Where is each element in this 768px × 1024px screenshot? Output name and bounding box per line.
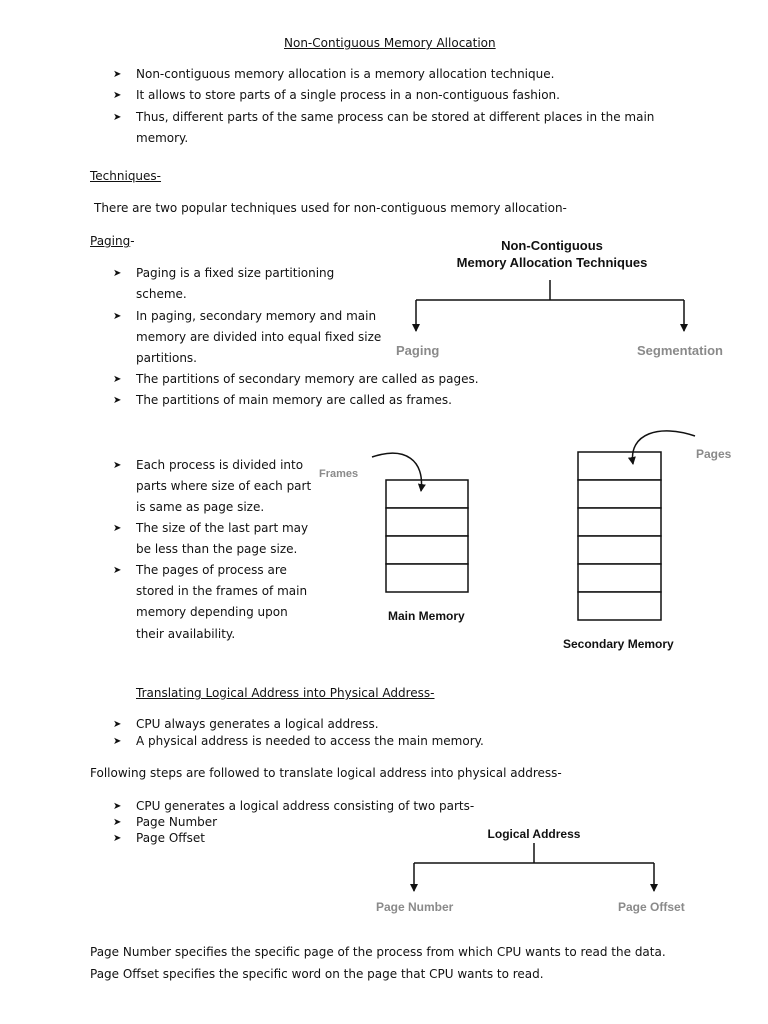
bullet-icon: ➤ — [113, 395, 122, 406]
bullet-icon: ➤ — [113, 719, 122, 730]
process-bullet: The size of the last part may — [136, 521, 309, 535]
intro-bullet: It allows to store parts of a single process in a non-contiguous fashion. — [136, 88, 560, 102]
paging-bullet: The partitions of main memory are called as frames. — [136, 393, 452, 407]
bullet-icon: ➤ — [113, 460, 122, 471]
bullet-icon: ➤ — [113, 523, 122, 534]
bullet-icon: ➤ — [113, 817, 122, 828]
secondary-memory-page — [578, 508, 661, 536]
logical-address-title: Logical Address — [487, 827, 581, 841]
paging-bullet: The partitions of secondary memory are called as pages. — [136, 372, 479, 386]
paging-heading-word: Paging — [90, 234, 131, 248]
main-memory-label: Main Memory — [388, 609, 465, 623]
bullet-icon: ➤ — [113, 268, 122, 279]
paging-heading-suffix: - — [130, 234, 135, 248]
main-memory-frame — [386, 480, 468, 508]
process-bullet-continuation: their availability. — [136, 627, 236, 641]
intro-bullet-continuation: memory. — [136, 131, 189, 145]
process-bullet: Each process is divided into — [136, 458, 304, 472]
process-bullet-continuation: stored in the frames of main — [136, 584, 308, 598]
techniques-diagram-paging: Paging — [396, 343, 440, 358]
pages-label: Pages — [696, 447, 732, 461]
process-bullet-continuation: memory depending upon — [136, 605, 288, 619]
closing-text: Page Offset specifies the specific word on the page that CPU wants to read. — [90, 967, 544, 981]
techniques-tree-connector — [416, 280, 684, 331]
techniques-heading: Techniques- — [90, 169, 162, 183]
bullet-icon: ➤ — [113, 69, 122, 80]
page-number-label: Page Number — [376, 900, 454, 914]
secondary-memory-page — [578, 592, 661, 620]
translate-bullet: CPU always generates a logical address. — [136, 717, 379, 731]
secondary-memory-block — [578, 452, 661, 620]
bullet-icon: ➤ — [113, 112, 122, 123]
process-bullet: The pages of process are — [136, 563, 287, 577]
page-offset-label: Page Offset — [618, 900, 685, 914]
bullet-icon: ➤ — [113, 833, 122, 844]
secondary-memory-page — [578, 480, 661, 508]
translate-bullet: A physical address is needed to access the main memory. — [136, 734, 484, 748]
bullet-icon: ➤ — [113, 736, 122, 747]
closing-text: Page Number specifies the specific page of the process from which CPU wants to read the data. — [90, 945, 666, 959]
techniques-diagram-title-line1: Non-Contiguous — [501, 238, 603, 253]
frames-label: Frames — [319, 468, 359, 480]
paging-bullet-continuation: memory are divided into equal fixed size — [136, 330, 382, 344]
steps-text: Following steps are followed to translate logical address into physical address- — [90, 766, 562, 780]
main-memory-frame — [386, 508, 468, 536]
bullet-icon: ➤ — [113, 801, 122, 812]
main-memory-block — [386, 480, 468, 592]
intro-bullet: Non-contiguous memory allocation is a memory allocation technique. — [136, 67, 555, 81]
techniques-text: There are two popular techniques used for non-contiguous memory allocation- — [94, 201, 567, 215]
intro-bullet: Thus, different parts of the same process can be stored at different places in the main — [136, 110, 655, 124]
secondary-memory-page — [578, 564, 661, 592]
process-bullet-continuation: parts where size of each part — [136, 479, 312, 493]
main-memory-frame — [386, 536, 468, 564]
process-bullet-continuation: is same as page size. — [136, 500, 265, 514]
secondary-memory-page — [578, 452, 661, 480]
bullet-icon: ➤ — [113, 565, 122, 576]
paging-bullet-continuation: scheme. — [136, 287, 187, 301]
page-title: Non-Contiguous Memory Allocation — [284, 36, 496, 50]
paging-bullet: Paging is a fixed size partitioning — [136, 266, 335, 280]
secondary-memory-page — [578, 536, 661, 564]
paging-bullet-continuation: partitions. — [136, 351, 197, 365]
bullet-icon: ➤ — [113, 311, 122, 322]
translate-heading: Translating Logical Address into Physical Address- — [136, 686, 435, 700]
process-bullet-continuation: be less than the page size. — [136, 542, 298, 556]
bullet-icon: ➤ — [113, 90, 122, 101]
secondary-memory-label: Secondary Memory — [563, 637, 674, 651]
bullet-icon: ➤ — [113, 374, 122, 385]
step-bullet: Page Offset — [136, 831, 205, 845]
logical-address-tree-connector — [414, 843, 654, 891]
step-bullet: Page Number — [136, 815, 218, 829]
paging-bullet: In paging, secondary memory and main — [136, 309, 377, 323]
techniques-diagram-segmentation: Segmentation — [637, 343, 723, 358]
techniques-diagram-title-line2: Memory Allocation Techniques — [456, 255, 648, 270]
step-bullet: CPU generates a logical address consisting of two parts- — [136, 799, 475, 813]
main-memory-frame — [386, 564, 468, 592]
